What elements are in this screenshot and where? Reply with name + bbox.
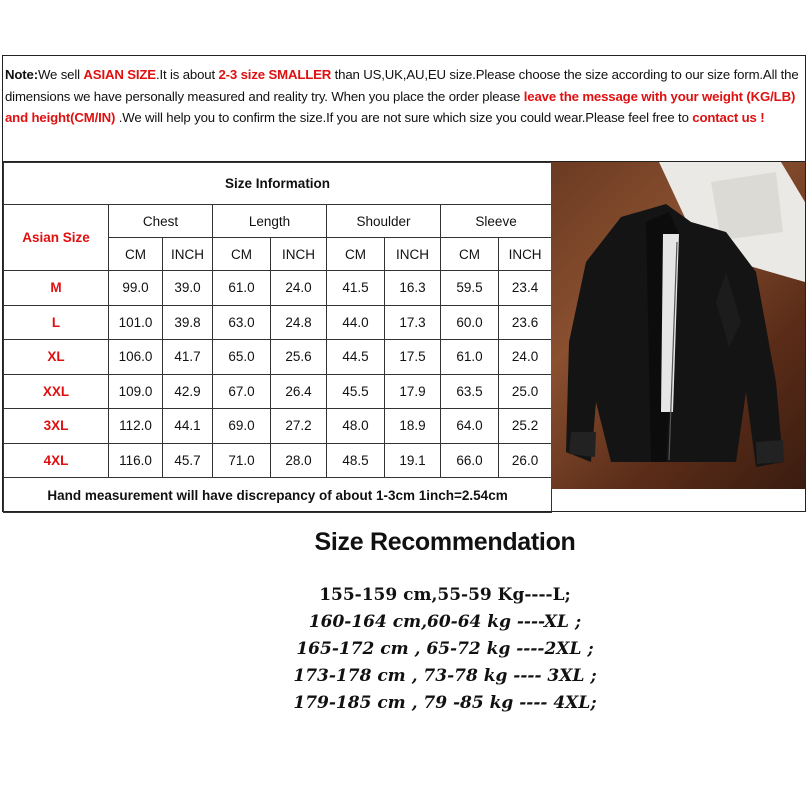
table-cell: 66.0: [441, 443, 499, 478]
table-cell: 59.5: [441, 271, 499, 306]
table-row: [4, 271, 552, 306]
table-cell: 45.5: [327, 374, 385, 409]
table-cell: 71.0: [213, 443, 271, 478]
size-table: [3, 162, 552, 513]
table-cell: 45.7: [163, 443, 213, 478]
jacket-icon: [551, 162, 805, 489]
table-cell: 26.0: [499, 443, 552, 478]
unit-header: INCH: [163, 238, 213, 271]
table-cell: 63.5: [441, 374, 499, 409]
table-cell: 26.4: [271, 374, 327, 409]
table-cell: 16.3: [385, 271, 441, 306]
table-cell: 101.0: [109, 305, 163, 340]
table-cell: 39.0: [163, 271, 213, 306]
size-label: XXL: [4, 374, 109, 409]
unit-header: CM: [441, 238, 499, 271]
size-label: M: [4, 271, 109, 306]
table-cell: 109.0: [109, 374, 163, 409]
unit-header: CM: [327, 238, 385, 271]
table-cell: 24.0: [499, 340, 552, 375]
table-cell: 39.8: [163, 305, 213, 340]
table-cell: 67.0: [213, 374, 271, 409]
table-cell: 106.0: [109, 340, 163, 375]
unit-header: CM: [109, 238, 163, 271]
table-cell: 17.3: [385, 305, 441, 340]
table-cell: 17.5: [385, 340, 441, 375]
table-cell: 19.1: [385, 443, 441, 478]
table-cell: 25.6: [271, 340, 327, 375]
group-length: Length: [213, 205, 327, 238]
unit-header: INCH: [499, 238, 552, 271]
table-row: [4, 374, 552, 409]
size-label: XL: [4, 340, 109, 375]
table-cell: 44.0: [327, 305, 385, 340]
table-cell: 61.0: [441, 340, 499, 375]
table-cell: 69.0: [213, 409, 271, 444]
table-cell: 23.6: [499, 305, 552, 340]
table-cell: 63.0: [213, 305, 271, 340]
table-cell: 27.2: [271, 409, 327, 444]
table-cell: 48.5: [327, 443, 385, 478]
table-cell: 99.0: [109, 271, 163, 306]
recommendation-line: 155-159 cm,55-59 Kg----L;: [319, 585, 571, 605]
group-sleeve: Sleeve: [441, 205, 552, 238]
size-header: Asian Size: [4, 205, 109, 271]
group-shoulder: Shoulder: [327, 205, 441, 238]
table-cell: 28.0: [271, 443, 327, 478]
table-row: [4, 340, 552, 375]
size-label: L: [4, 305, 109, 340]
table-row: [4, 409, 552, 444]
table-cell: 25.0: [499, 374, 552, 409]
table-cell: 60.0: [441, 305, 499, 340]
table-title: Size Information: [4, 163, 552, 205]
table-cell: 112.0: [109, 409, 163, 444]
table-row: [4, 305, 552, 340]
table-cell: 24.0: [271, 271, 327, 306]
table-row: [4, 443, 552, 478]
table-cell: 44.5: [327, 340, 385, 375]
unit-header: INCH: [271, 238, 327, 271]
recommendation-line: 160-164 cm,60-64 kg ----XL ;: [308, 612, 582, 632]
unit-header: CM: [213, 238, 271, 271]
table-cell: 65.0: [213, 340, 271, 375]
table-cell: 44.1: [163, 409, 213, 444]
recommendation-list: [0, 582, 810, 717]
table-cell: 48.0: [327, 409, 385, 444]
table-cell: 25.2: [499, 409, 552, 444]
recommendation-line: 165-172 cm , 65-72 kg ----2XL ;: [296, 639, 594, 659]
group-chest: Chest: [109, 205, 213, 238]
table-cell: 116.0: [109, 443, 163, 478]
recommendation-title: Size Recommendation: [314, 528, 576, 556]
unit-header: INCH: [385, 238, 441, 271]
jacket-photo: [551, 162, 805, 489]
size-label: 4XL: [4, 443, 109, 478]
table-cell: 61.0: [213, 271, 271, 306]
table-cell: 24.8: [271, 305, 327, 340]
note-text: Note:We sell ASIAN SIZE.It is about 2-3 size SMALLER than US,UK,AU,EU size.Please choose the size according to our size form.All the dimensions we have personally measured and reality try. When you place the order please leave the message with your weight (KG/LB) and height(CM/IN) .We will help you to confirm the size.If you are not sure which size you could wear.Please feel free to contact us !: [3, 56, 805, 162]
table-footer: Hand measurement will have discrepancy of about 1-3cm 1inch=2.54cm: [4, 478, 552, 513]
table-cell: 18.9: [385, 409, 441, 444]
table-cell: 41.5: [327, 271, 385, 306]
table-cell: 42.9: [163, 374, 213, 409]
recommendation-line: 179-185 cm , 79 -85 kg ---- 4XL;: [293, 693, 597, 713]
table-cell: 17.9: [385, 374, 441, 409]
table-cell: 41.7: [163, 340, 213, 375]
recommendation-line: 173-178 cm , 73-78 kg ---- 3XL ;: [293, 666, 597, 686]
table-cell: 23.4: [499, 271, 552, 306]
size-label: 3XL: [4, 409, 109, 444]
table-cell: 64.0: [441, 409, 499, 444]
